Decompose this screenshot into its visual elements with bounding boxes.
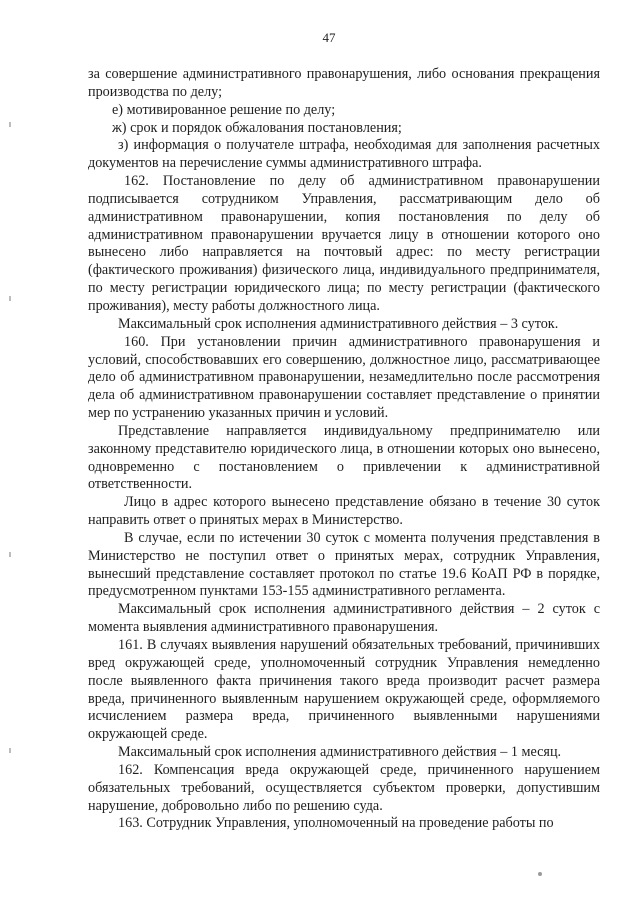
paragraph: В случае, если по истечении 30 суток с момента получения представления в Министерство не поступил ответ о принятых мерах, сотрудник Управления, вынесший представление составляет протокол по статье 19.6 КоАП РФ в порядке, предусмотренном пунктами 153-155 административного регламента. xyxy=(88,529,600,600)
paragraph: ж) срок и порядок обжалования постановления; xyxy=(112,119,402,136)
paragraph: Максимальный срок исполнения административного действия – 2 суток с момента выявления административного правонарушения. xyxy=(88,601,600,636)
paragraph: з) информация о получателе штрафа, необходимая для заполнения расчетных документов на перечисление суммы административного штрафа. xyxy=(88,137,600,172)
paragraph: 162. Постановление по делу об административном правонарушении подписывается сотрудником Управления, рассматривающим дело об административном правонарушении, копия постановления по делу об административном правонарушении вручается лицу в отношении которого оно вынесено либо направляется на почтовый адрес: по месту регистрации (фактического проживания) физического лица, индивидуального предпринимателя, по месту регистрации юридического лица; по месту регистрации (фактического проживания), месту работы должностного лица. xyxy=(88,173,600,314)
paragraph: 161. В случаях выявления нарушений обязательных требований, причинивших вред окружающей среде, уполномоченный сотрудник Управления немедленно после выявленного факта причинения такого вреда производит расчет размера вреда, причиненного выявленным нарушением окружающей среде, оформляемого исчислением размера вреда, причиненного выявленными нарушениями окружающей среде. xyxy=(88,637,600,743)
paragraph: 162. Компенсация вреда окружающей среде, причиненного нарушением обязательных требований, осуществляется субъектом проверки, допустившим нарушение, добровольно либо по решению суда. xyxy=(88,761,600,814)
paragraph: е) мотивированное решение по делу; xyxy=(112,101,336,118)
scan-edge-mark xyxy=(9,748,11,753)
paragraph: за совершение административного правонарушения, либо основания прекращения производства по делу; xyxy=(88,66,600,100)
page-number: 47 xyxy=(322,30,336,45)
scan-edge-mark xyxy=(9,122,11,127)
paragraph: Максимальный срок исполнения административного действия – 3 суток. xyxy=(118,315,559,332)
scan-edge-mark xyxy=(9,552,11,557)
paragraph: 163. Сотрудник Управления, уполномоченный на проведение работы по xyxy=(118,815,554,832)
paragraph: Лицо в адрес которого вынесено представление обязано в течение 30 суток направить ответ о принятых мерах в Министерство. xyxy=(88,494,600,529)
paragraph: Максимальный срок исполнения административного действия – 1 месяц. xyxy=(118,744,562,761)
scan-edge-mark xyxy=(9,296,11,301)
scan-corner-mark xyxy=(538,872,542,876)
paragraph: Представление направляется индивидуальному предпринимателю или законному представителю юридического лица, в отношении которых оно вынесено, одновременно с постановлением о привлечении к административной ответственности. xyxy=(88,422,600,493)
document-body xyxy=(88,66,600,833)
paragraph: 160. При установлении причин административного правонарушения и условий, способствовавших его совершению, должностное лицо, рассматривающее дело об административном правонарушении, незамедлительно после рассмотрения дела об административном правонарушении составляет представление о принятии мер по устранению указанных причин и условий. xyxy=(88,333,600,422)
